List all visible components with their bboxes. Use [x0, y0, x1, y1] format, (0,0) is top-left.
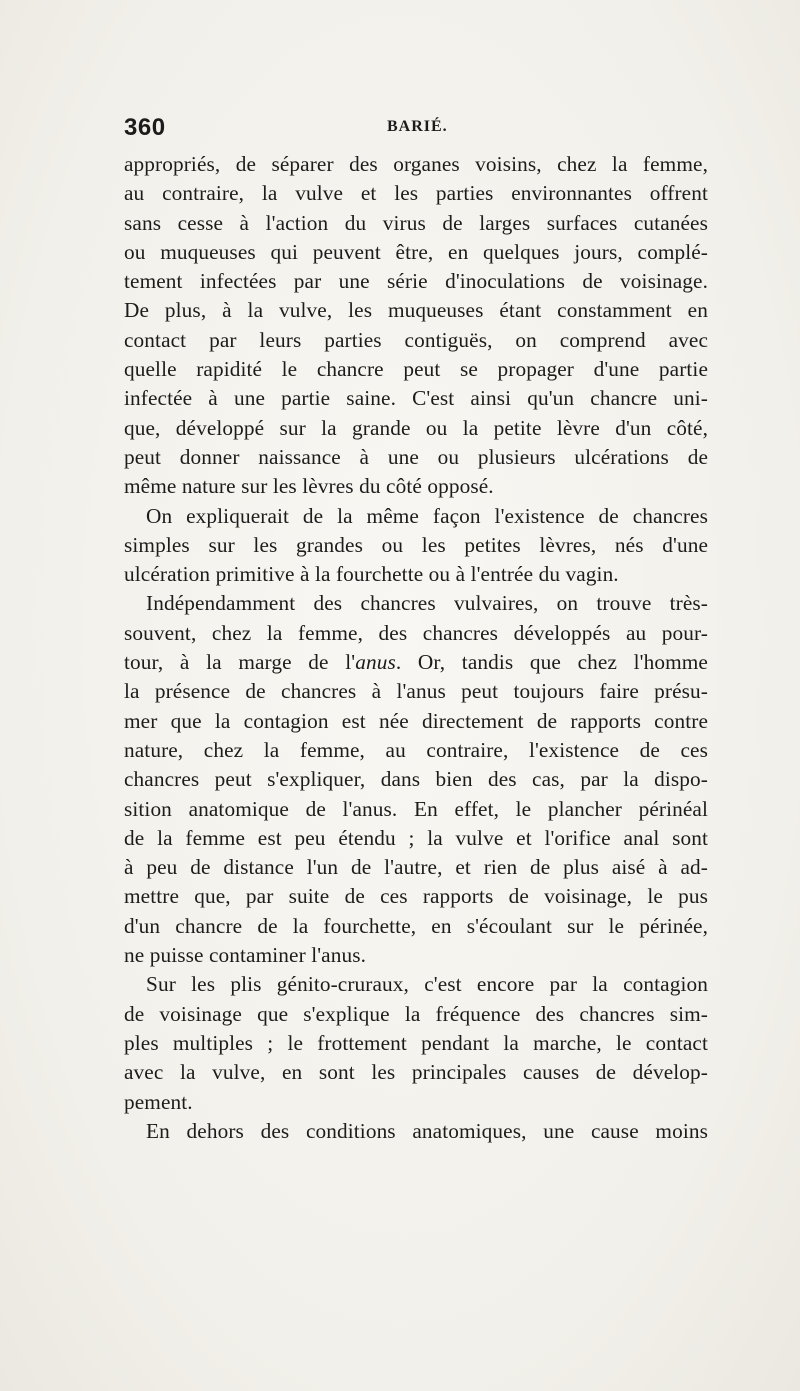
text-line: que, développé sur la grande ou la petite lèvre d'un côté,	[124, 415, 708, 440]
text-line: nature, chez la femme, au contraire, l'existence de ces	[124, 737, 708, 762]
page-number: 360	[124, 114, 166, 141]
text-line: pement.	[124, 1089, 193, 1114]
text-line: même nature sur les lèvres du côté opposé.	[124, 474, 494, 499]
text-line: sition anatomique de l'anus. En effet, le plancher périnéal	[124, 796, 708, 821]
text-line: tour, à la marge de l'anus. Or, tandis que chez l'homme	[124, 650, 708, 675]
text-line: de la femme est peu étendu ; la vulve et l'orifice anal sont	[124, 825, 708, 850]
text-line: contact par leurs parties contiguës, on comprend avec	[124, 327, 708, 352]
text-line: peut donner naissance à une ou plusieurs ulcérations de	[124, 444, 708, 469]
text-line: simples sur les grandes ou les petites lèvres, nés d'une	[124, 532, 708, 557]
text-line: De plus, à la vulve, les muqueuses étant constamment en	[124, 298, 708, 323]
text-line: tement infectées par une série d'inoculations de voisinage.	[124, 269, 708, 294]
text-line: d'un chancre de la fourchette, en s'écoulant sur le périnée,	[124, 913, 708, 938]
text-line: à peu de distance l'un de l'autre, et rien de plus aisé à ad-	[124, 855, 708, 880]
running-head: BARIÉ.	[387, 118, 448, 135]
text-line: ne puisse contaminer l'anus.	[124, 943, 367, 968]
text-line: mer que la contagion est née directement de rapports contre	[124, 708, 708, 733]
page-header	[124, 112, 708, 146]
text-line: sans cesse à l'action du virus de larges surfaces cutanées	[124, 210, 708, 235]
text-line: Indépendamment des chancres vulvaires, on trouve très-	[146, 591, 708, 616]
text-line: au contraire, la vulve et les parties environnantes offrent	[124, 181, 708, 206]
text-line: quelle rapidité le chancre peut se propager d'une partie	[124, 357, 708, 382]
text-line: ulcération primitive à la fourchette ou à l'entrée du vagin.	[124, 562, 619, 587]
text-line: ples multiples ; le frottement pendant la marche, le contact	[124, 1030, 708, 1055]
text-line: de voisinage que s'explique la fréquence des chancres sim-	[124, 1001, 708, 1026]
text-line: infectée à une partie saine. C'est ainsi qu'un chancre uni-	[124, 386, 708, 411]
text-line: mettre que, par suite de ces rapports de voisinage, le pus	[124, 884, 708, 909]
text-line: appropriés, de séparer des organes voisins, chez la femme,	[124, 152, 708, 176]
text-line: En dehors des conditions anatomiques, une cause moins	[146, 1118, 708, 1143]
text-line: souvent, chez la femme, des chancres développés au pour-	[124, 620, 708, 645]
text-line: Sur les plis génito-cruraux, c'est encore par la contagion	[146, 972, 708, 997]
text-line: la présence de chancres à l'anus peut toujours faire présu-	[124, 679, 708, 704]
body-text	[124, 150, 708, 1146]
text-line: ou muqueuses qui peuvent être, en quelques jours, complé-	[124, 239, 708, 264]
text-line: avec la vulve, en sont les principales causes de dévelop-	[124, 1060, 708, 1085]
text-line: chancres peut s'expliquer, dans bien des cas, par la dispo-	[124, 767, 708, 792]
text-line: On expliquerait de la même façon l'existence de chancres	[146, 503, 708, 528]
